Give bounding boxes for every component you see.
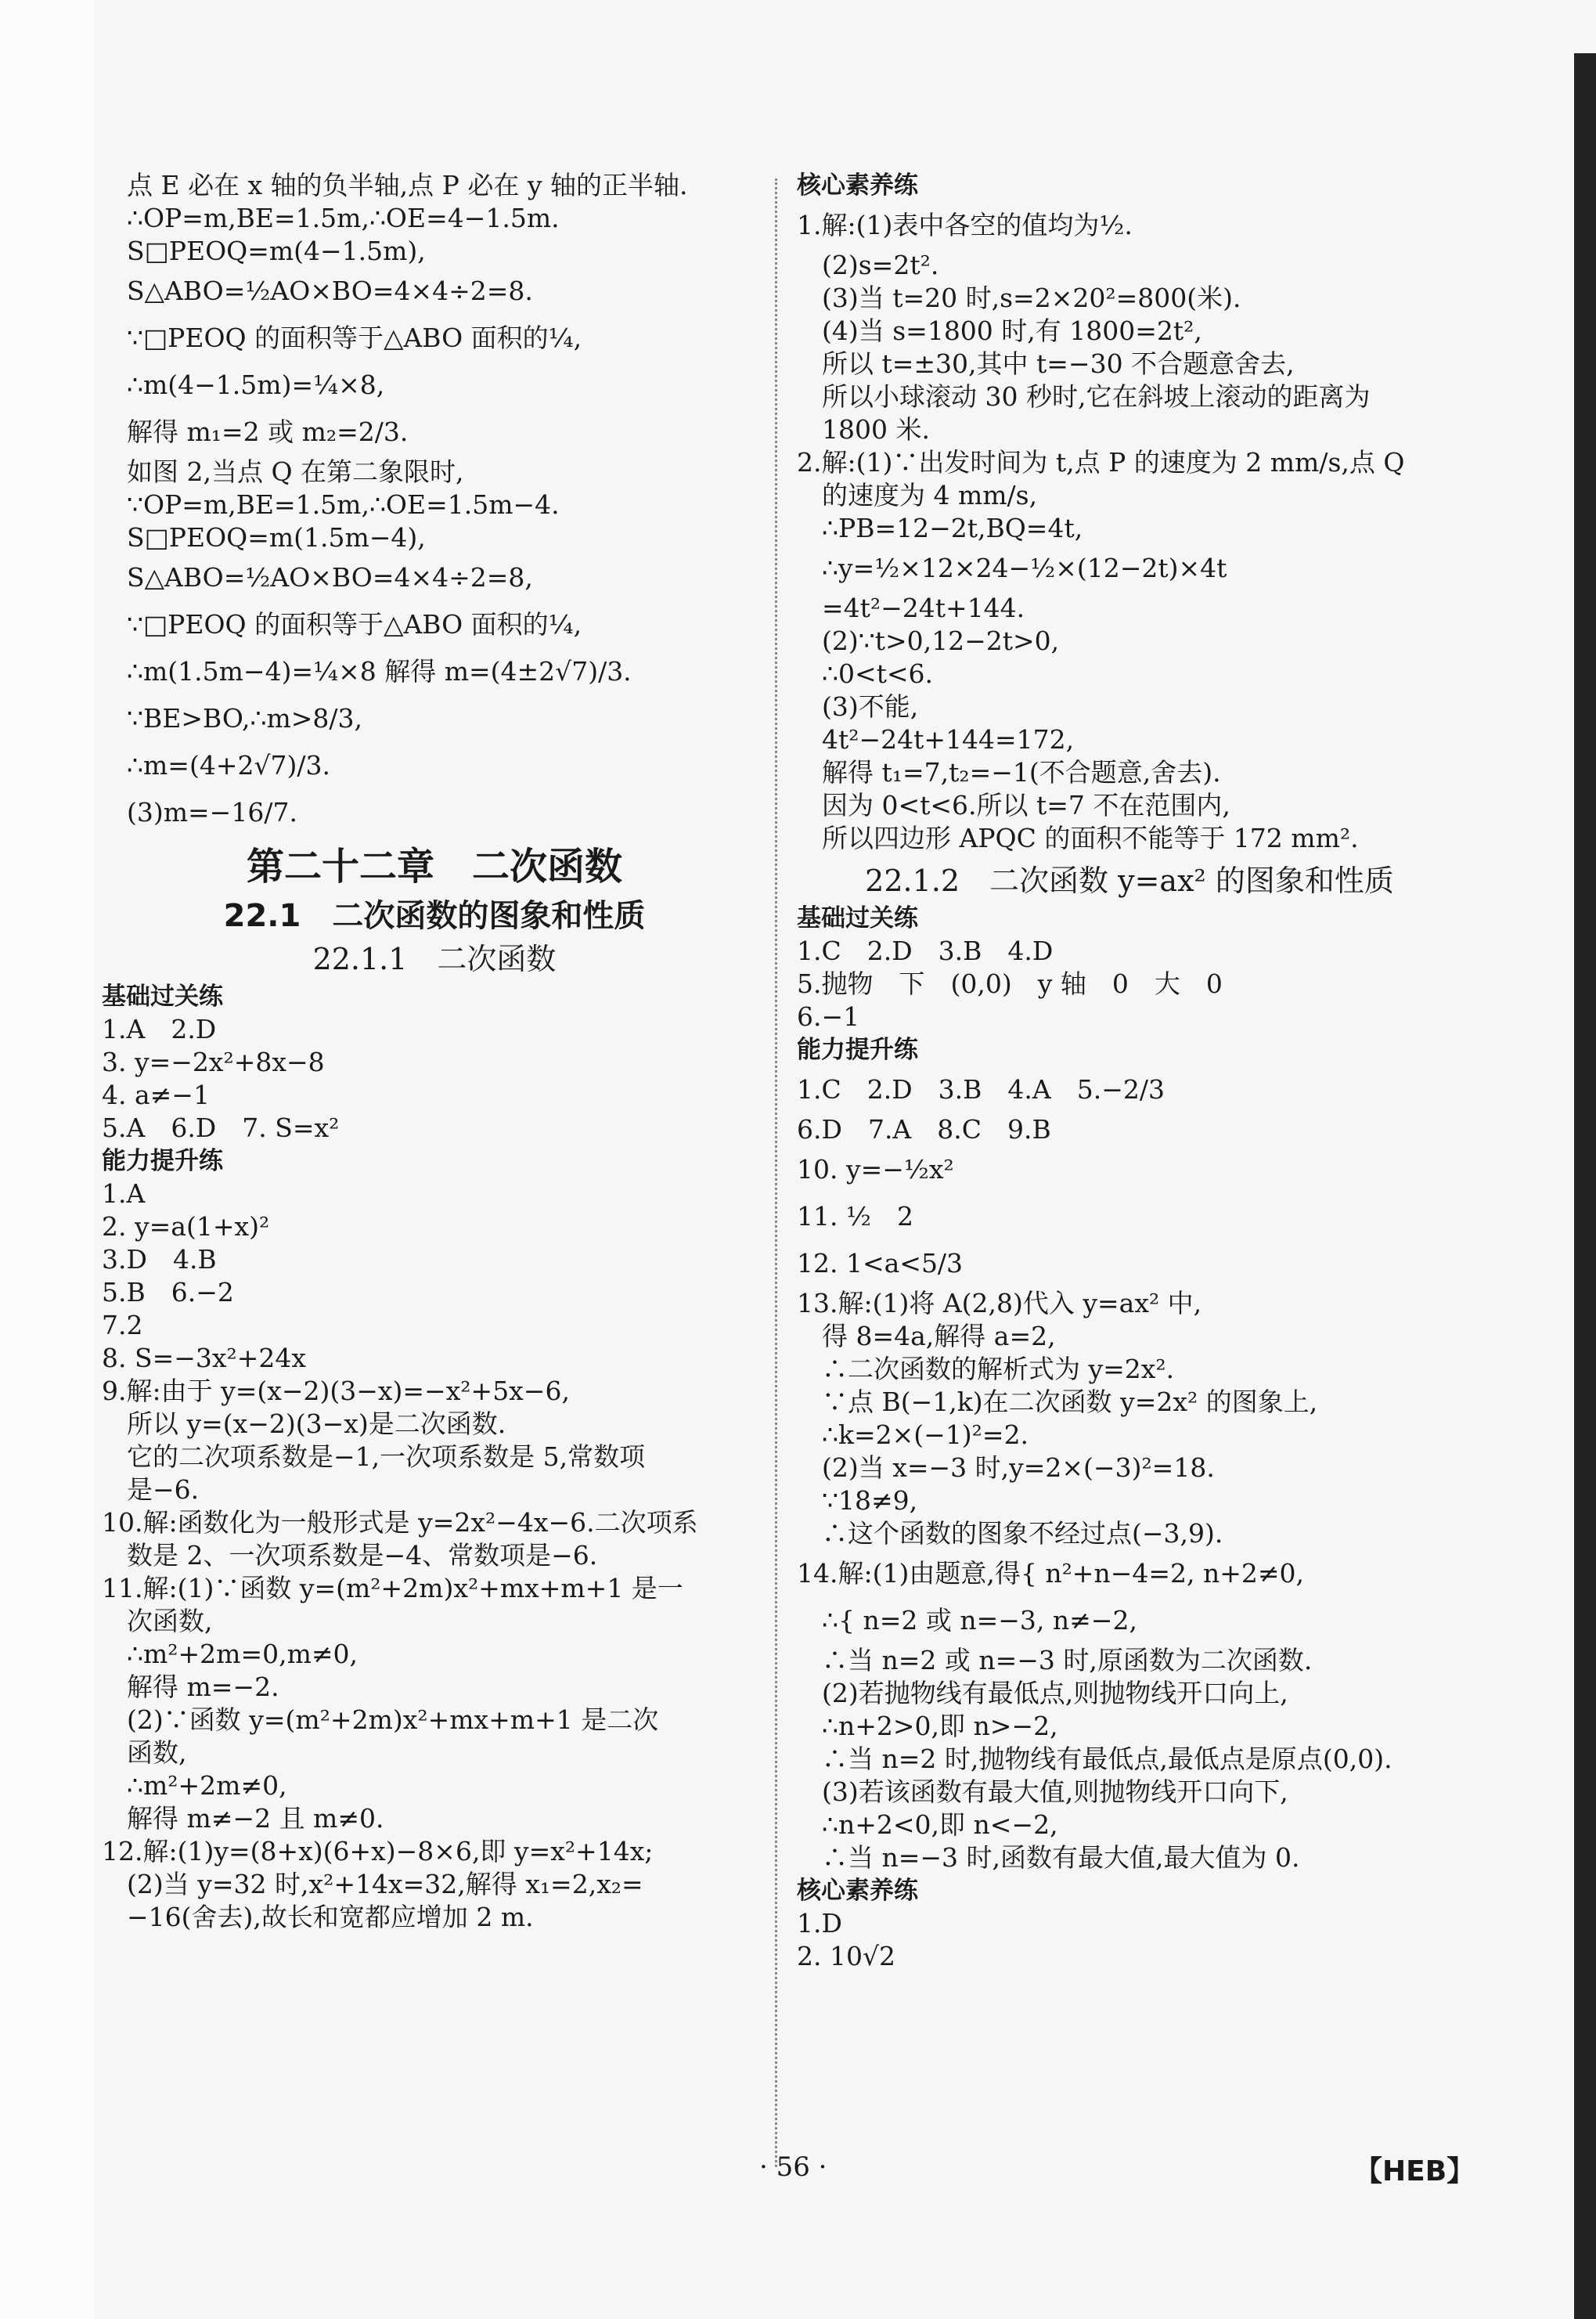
answer-line: ∴k=2×(−1)²=2. xyxy=(822,1419,1029,1450)
answer-line: 5.A 6.D 7. S=x² xyxy=(102,1113,340,1143)
answer-line: ∴n+2>0,即 n>−2, xyxy=(822,1711,1058,1741)
answer-line: (4)当 s=1800 时,有 1800=2t², xyxy=(822,316,1202,346)
page-edge xyxy=(0,0,94,2319)
answer-line: (2)若抛物线有最低点,则抛物线开口向上, xyxy=(822,1678,1288,1708)
answer-line: 所以四边形 APQC 的面积不能等于 172 mm². xyxy=(822,823,1359,853)
answer-line: 12.解:(1)y=(8+x)(6+x)−8×6,即 y=x²+14x; xyxy=(102,1836,654,1866)
answer-line: ∴m(4−1.5m)=¼×8, xyxy=(127,370,385,400)
answer-line: ∴PB=12−2t,BQ=4t, xyxy=(822,513,1083,543)
answer-line: 2.解:(1)∵出发时间为 t,点 P 的速度为 2 mm/s,点 Q xyxy=(797,447,1405,478)
answer-line: ∴当 n=2 时,抛物线有最低点,最低点是原点(0,0). xyxy=(822,1744,1392,1774)
right-column xyxy=(797,169,1462,1973)
answer-line: 的速度为 4 mm/s, xyxy=(822,480,1038,510)
answer-line: −16(舍去),故长和宽都应增加 2 m. xyxy=(127,1902,534,1932)
answer-line: (3)不能, xyxy=(822,691,919,722)
exercise-heading: 核心素养练 xyxy=(797,1877,918,1905)
answer-line: 2. y=a(1+x)² xyxy=(102,1211,270,1242)
answer-line: S△ABO=½AO×BO=4×4÷2=8. xyxy=(127,276,533,306)
answer-line: 解得 t₁=7,t₂=−1(不合题意,舍去). xyxy=(822,757,1221,788)
answer-line: 函数, xyxy=(127,1737,187,1768)
answer-line: 1800 米. xyxy=(822,414,930,445)
publisher-badge: 【HEB】 xyxy=(1354,2155,1475,2187)
answer-line: 数是 2、一次项系数是−4、常数项是−6. xyxy=(127,1540,598,1571)
left-answers-part2 xyxy=(102,980,767,1934)
subsection-title: 22.1.1 二次函数 xyxy=(312,942,557,976)
answer-line: 3. y=−2x²+8x−8 xyxy=(102,1047,325,1077)
answer-line: ∵□PEOQ 的面积等于△ABO 面积的¼, xyxy=(127,609,582,640)
answer-line: 因为 0<t<6.所以 t=7 不在范围内, xyxy=(822,790,1230,820)
answer-line: (2)当 y=32 时,x²+14x=32,解得 x₁=2,x₂= xyxy=(127,1869,643,1899)
answer-line: S□PEOQ=m(4−1.5m), xyxy=(127,236,426,266)
answer-line: 所以 t=±30,其中 t=−30 不合题意舍去, xyxy=(822,348,1295,379)
exercise-heading: 基础过关练 xyxy=(102,983,223,1011)
column-divider xyxy=(775,179,777,2167)
answer-line: 5.抛物 下 (0,0) y 轴 0 大 0 xyxy=(797,968,1223,999)
left-answers-part1 xyxy=(102,169,767,836)
answer-line: ∴m=(4+2√7)/3. xyxy=(127,750,330,781)
answer-line: ∴当 n=2 或 n=−3 时,原函数为二次函数. xyxy=(822,1645,1313,1675)
answer-line: 2. 10√2 xyxy=(797,1941,895,1971)
answer-line: S△ABO=½AO×BO=4×4÷2=8, xyxy=(127,562,533,593)
answer-line: 如图 2,当点 Q 在第二象限时, xyxy=(127,456,464,487)
answer-line: 是−6. xyxy=(127,1474,200,1505)
answer-line: (3)当 t=20 时,s=2×20²=800(米). xyxy=(822,283,1241,313)
answer-line: ∵18≠9, xyxy=(822,1485,918,1516)
exercise-heading: 基础过关练 xyxy=(797,904,918,932)
subsection-title-2: 22.1.2 二次函数 y=ax² 的图象和性质 xyxy=(865,864,1394,898)
answer-line: 解得 m=−2. xyxy=(127,1672,279,1702)
answer-line: 得 8=4a,解得 a=2, xyxy=(822,1321,1056,1351)
answer-line: 解得 m≠−2 且 m≠0. xyxy=(127,1803,384,1834)
answer-line: 1.C 2.D 3.B 4.D xyxy=(797,936,1054,966)
answer-line: ∴当 n=−3 时,函数有最大值,最大值为 0. xyxy=(822,1842,1300,1873)
page-number: · 56 · xyxy=(759,2151,827,2183)
answer-line: 所以小球滚动 30 秒时,它在斜坡上滚动的距离为 xyxy=(822,381,1371,412)
right-answers-part1 xyxy=(797,169,1462,855)
answer-line: 次函数, xyxy=(127,1606,213,1636)
exercise-heading: 能力提升练 xyxy=(797,1036,918,1064)
answer-line: 11.解:(1)∵函数 y=(m²+2m)x²+mx+m+1 是一 xyxy=(102,1573,683,1603)
binding-edge xyxy=(1574,53,1596,2319)
answer-line: (2)∵t>0,12−2t>0, xyxy=(822,626,1060,656)
answer-line: (2)∵函数 y=(m²+2m)x²+mx+m+1 是二次 xyxy=(127,1704,659,1735)
answer-line: (2)当 x=−3 时,y=2×(−3)²=18. xyxy=(822,1452,1215,1483)
answer-line: (3)若该函数有最大值,则抛物线开口向下, xyxy=(822,1776,1288,1807)
answer-line: 6.−1 xyxy=(797,1001,860,1032)
answer-line: ∴m(1.5m−4)=¼×8 解得 m=(4±2√7)/3. xyxy=(127,656,632,687)
answer-line: ∵□PEOQ 的面积等于△ABO 面积的¼, xyxy=(127,323,582,353)
answer-line: ∵点 B(−1,k)在二次函数 y=2x² 的图象上, xyxy=(822,1387,1318,1417)
answer-line: 4. a≠−1 xyxy=(102,1080,210,1110)
answer-line: 13.解:(1)将 A(2,8)代入 y=ax² 中, xyxy=(797,1288,1202,1318)
answer-line: ∴0<t<6. xyxy=(822,658,934,689)
answer-line: 10. y=−½x² xyxy=(797,1154,954,1185)
answer-line: (2)s=2t². xyxy=(822,250,939,280)
answer-line: 1.解:(1)表中各空的值均为½. xyxy=(797,210,1133,240)
exercise-heading: 核心素养练 xyxy=(797,171,918,200)
answer-line: ∵BE>BO,∴m>8/3, xyxy=(127,703,362,734)
answer-line: 9.解:由于 y=(x−2)(3−x)=−x²+5x−6, xyxy=(102,1376,570,1406)
answer-line: ∴n+2<0,即 n<−2, xyxy=(822,1809,1058,1840)
answer-line: 所以 y=(x−2)(3−x)是二次函数. xyxy=(127,1408,506,1439)
answer-line: 它的二次项系数是−1,一次项系数是 5,常数项 xyxy=(127,1441,646,1472)
answer-line: 12. 1<a<5/3 xyxy=(797,1248,964,1279)
answer-line: ∴OP=m,BE=1.5m,∴OE=4−1.5m. xyxy=(127,203,560,233)
answer-line: 5.B 6.−2 xyxy=(102,1277,234,1307)
answer-line: 4t²−24t+144=172, xyxy=(822,724,1075,755)
answer-line: ∴m²+2m≠0, xyxy=(127,1770,287,1801)
answer-line: 点 E 必在 x 轴的负半轴,点 P 必在 y 轴的正半轴. xyxy=(127,170,688,200)
answer-line: 3.D 4.B xyxy=(102,1244,217,1275)
answer-line: ∴m²+2m=0,m≠0, xyxy=(127,1639,358,1669)
answer-line: ∴二次函数的解析式为 y=2x². xyxy=(822,1354,1175,1384)
answer-line: ∴{ n=2 或 n=−3, n≠−2, xyxy=(822,1605,1137,1636)
answer-line: 7.2 xyxy=(102,1310,143,1340)
chapter-title: 第二十二章 二次函数 xyxy=(246,845,622,889)
answer-line: (3)m=−16/7. xyxy=(127,797,297,828)
section-title: 22.1 二次函数的图象和性质 xyxy=(223,898,646,934)
answer-line: 11. ½ 2 xyxy=(797,1201,913,1232)
answer-line: 解得 m₁=2 或 m₂=2/3. xyxy=(127,417,409,447)
answer-line: 8. S=−3x²+24x xyxy=(102,1343,306,1373)
answer-line: ∴这个函数的图象不经过点(−3,9). xyxy=(822,1518,1223,1549)
left-column xyxy=(102,169,767,1934)
answer-line: 1.C 2.D 3.B 4.A 5.−2/3 xyxy=(797,1074,1165,1105)
right-answers-part2 xyxy=(797,902,1462,1973)
answer-line: S□PEOQ=m(1.5m−4), xyxy=(127,522,426,553)
answer-line: 1.A 2.D xyxy=(102,1014,217,1044)
answer-line: 1.D xyxy=(797,1908,842,1939)
answer-line: ∵OP=m,BE=1.5m,∴OE=1.5m−4. xyxy=(127,489,560,520)
exercise-heading: 能力提升练 xyxy=(102,1147,223,1175)
answer-line: 1.A xyxy=(102,1178,146,1209)
answer-line: =4t²−24t+144. xyxy=(822,593,1025,623)
answer-line: 10.解:函数化为一般形式是 y=2x²−4x−6.二次项系 xyxy=(102,1507,698,1538)
answer-line: 6.D 7.A 8.C 9.B xyxy=(797,1114,1051,1145)
answer-line: 14.解:(1)由题意,得{ n²+n−4=2, n+2≠0, xyxy=(797,1558,1305,1589)
answer-line: ∴y=½×12×24−½×(12−2t)×4t xyxy=(822,553,1227,583)
